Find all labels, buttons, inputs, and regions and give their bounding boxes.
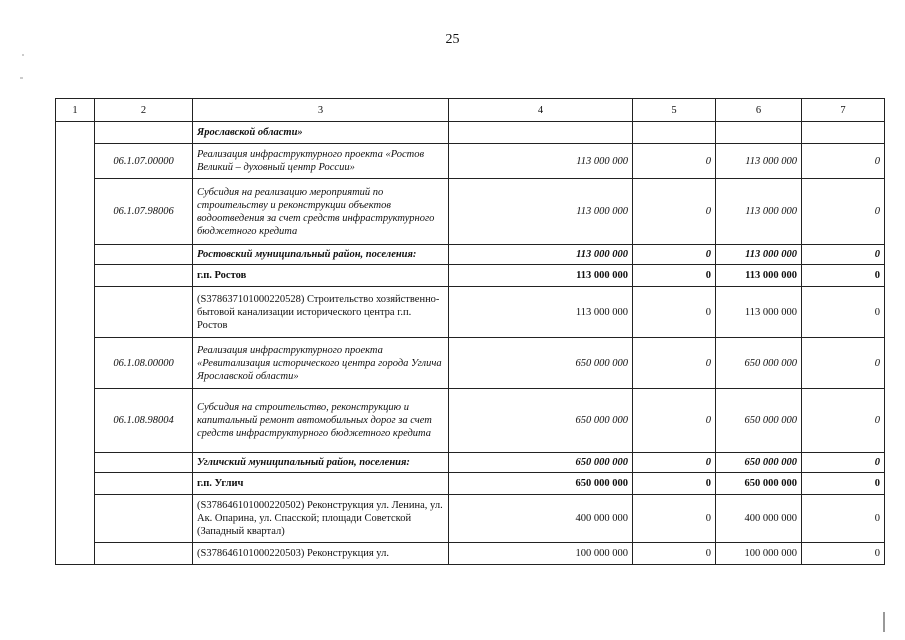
row-value-4: 113 000 000 — [449, 265, 633, 287]
table-header-row — [56, 99, 885, 122]
table-row — [56, 338, 885, 389]
row-code — [95, 473, 193, 495]
row-value-7: 0 — [802, 144, 885, 179]
row-value-6 — [716, 122, 802, 144]
row-code: 06.1.07.98006 — [95, 179, 193, 245]
header-col-7: 7 — [802, 99, 885, 122]
row-value-6: 650 000 000 — [716, 338, 802, 389]
row-value-5: 0 — [633, 265, 716, 287]
row-code: 06.1.07.00000 — [95, 144, 193, 179]
row-text: (S378637101000220528) Строительство хозяйственно-бытовой канализации исторического центра г.п. Ростов — [193, 287, 449, 338]
table-row — [56, 453, 885, 473]
header-col-5: 5 — [633, 99, 716, 122]
row-value-4: 650 000 000 — [449, 453, 633, 473]
row-code — [95, 453, 193, 473]
row-value-6: 650 000 000 — [716, 473, 802, 495]
row-text: Реализация инфраструктурного проекта «Ростов Великий – духовный центр России» — [193, 144, 449, 179]
row-value-4: 113 000 000 — [449, 245, 633, 265]
table-row — [56, 543, 885, 565]
row-value-4 — [449, 122, 633, 144]
row-value-6: 113 000 000 — [716, 287, 802, 338]
row-code: 06.1.08.98004 — [95, 389, 193, 453]
row-value-4: 650 000 000 — [449, 338, 633, 389]
table-row — [56, 179, 885, 245]
table-row — [56, 245, 885, 265]
row-text: Реализация инфраструктурного проекта «Ревитализация исторического центра города Углича Ярославской области» — [193, 338, 449, 389]
row-code — [95, 122, 193, 144]
table-row — [56, 122, 885, 144]
row-value-5: 0 — [633, 179, 716, 245]
row-text: Субсидия на строительство, реконструкцию и капитальный ремонт автомобильных дорог за счет средств инфраструктурного бюджетного кредита — [193, 389, 449, 453]
row-value-4: 650 000 000 — [449, 389, 633, 453]
header-col-4: 4 — [449, 99, 633, 122]
row-value-5: 0 — [633, 144, 716, 179]
row-value-6: 650 000 000 — [716, 389, 802, 453]
row-value-7: 0 — [802, 265, 885, 287]
row-value-4: 100 000 000 — [449, 543, 633, 565]
row-value-7 — [802, 122, 885, 144]
row-text: (S378646101000220502) Реконструкция ул. Ленина, ул. Ак. Опарина, ул. Спасской; площади Советской (Западный квартал) — [193, 495, 449, 543]
header-col-6: 6 — [716, 99, 802, 122]
row-value-5: 0 — [633, 453, 716, 473]
row-value-5: 0 — [633, 338, 716, 389]
table-row — [56, 287, 885, 338]
row-value-7: 0 — [802, 389, 885, 453]
row-value-4: 400 000 000 — [449, 495, 633, 543]
row-value-5: 0 — [633, 495, 716, 543]
row-value-5: 0 — [633, 473, 716, 495]
header-col-1: 1 — [56, 99, 95, 122]
table-row — [56, 144, 885, 179]
row-value-6: 113 000 000 — [716, 265, 802, 287]
budget-table — [55, 98, 885, 565]
table-row — [56, 389, 885, 453]
row-text: г.п. Ростов — [193, 265, 449, 287]
row-value-5: 0 — [633, 389, 716, 453]
table-row — [56, 473, 885, 495]
row-value-5: 0 — [633, 245, 716, 265]
header-col-3: 3 — [193, 99, 449, 122]
row-value-7: 0 — [802, 453, 885, 473]
row-code — [95, 245, 193, 265]
row-code — [95, 543, 193, 565]
row-code: 06.1.08.00000 — [95, 338, 193, 389]
table-row — [56, 495, 885, 543]
row-code — [95, 495, 193, 543]
table-row — [56, 265, 885, 287]
row-code — [95, 265, 193, 287]
row-value-4: 113 000 000 — [449, 144, 633, 179]
row-value-6: 113 000 000 — [716, 245, 802, 265]
row-value-7: 0 — [802, 179, 885, 245]
row-value-7: 0 — [802, 473, 885, 495]
row-text: Ярославской области» — [193, 122, 449, 144]
row-value-6: 100 000 000 — [716, 543, 802, 565]
row-value-7: 0 — [802, 287, 885, 338]
row-text: Ростовский муниципальный район, поселения: — [193, 245, 449, 265]
row-value-7: 0 — [802, 543, 885, 565]
row-text: (S378646101000220503) Реконструкция ул. — [193, 543, 449, 565]
row-value-7: 0 — [802, 495, 885, 543]
row-text: Угличский муниципальный район, поселения: — [193, 453, 449, 473]
row-text: Субсидия на реализацию мероприятий по строительству и реконструкции объектов водоотведения за счет средств инфраструктурного бюджетного кредита — [193, 179, 449, 245]
row-code — [95, 287, 193, 338]
row-value-7: 0 — [802, 245, 885, 265]
row-value-7: 0 — [802, 338, 885, 389]
row-value-5 — [633, 122, 716, 144]
row-value-6: 113 000 000 — [716, 144, 802, 179]
row-value-6: 400 000 000 — [716, 495, 802, 543]
row-value-5: 0 — [633, 287, 716, 338]
row-value-6: 650 000 000 — [716, 453, 802, 473]
row-value-4: 113 000 000 — [449, 287, 633, 338]
header-col-2: 2 — [95, 99, 193, 122]
row-value-4: 650 000 000 — [449, 473, 633, 495]
row-text: г.п. Углич — [193, 473, 449, 495]
col1-cell — [56, 122, 95, 565]
row-value-4: 113 000 000 — [449, 179, 633, 245]
row-value-5: 0 — [633, 543, 716, 565]
page-number: 25 — [445, 32, 460, 47]
row-value-6: 113 000 000 — [716, 179, 802, 245]
